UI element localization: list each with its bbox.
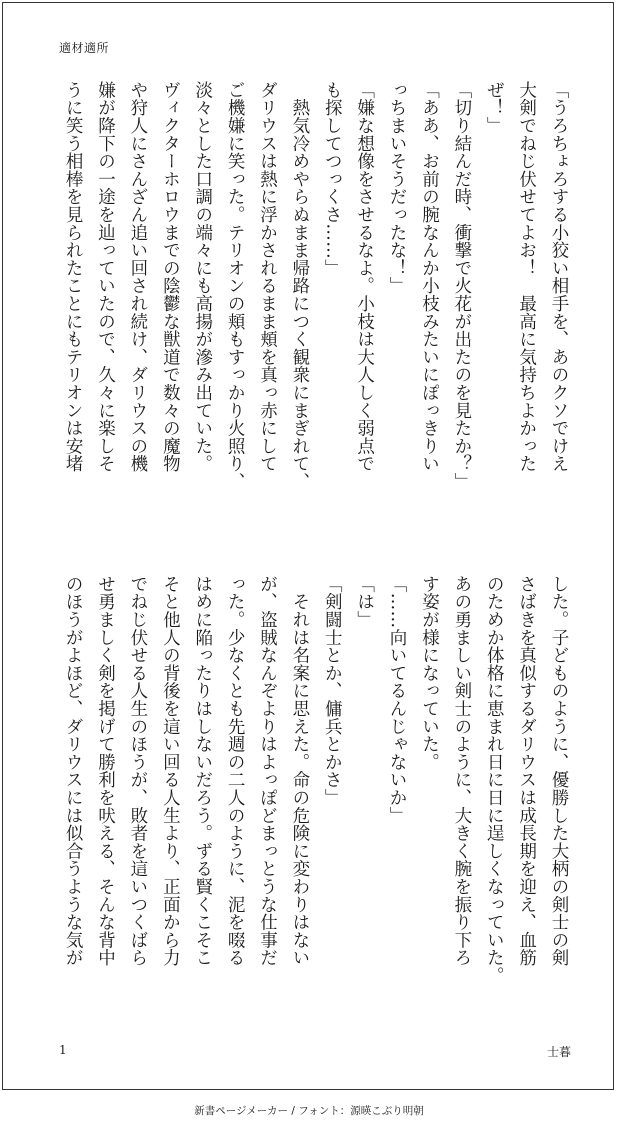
text-line: も探してつっくさ……」	[322, 81, 343, 277]
text-line: ぜ！」	[484, 81, 505, 135]
text-block-bottom	[57, 575, 575, 1011]
text-line: 嫌が降下の一途を辿っていたので、久々に楽しそ	[95, 81, 116, 473]
text-line: 大剣でねじ伏せてよお！ 最高に気持ちよかった	[516, 81, 537, 473]
footer-credit: 新書ページメーカー / フォント：源暎こぶり明朝	[194, 1105, 424, 1117]
text-line: が、盗賊なんぞよりはよっぽどまっとうな仕事だ	[257, 575, 278, 967]
text-line: す姿が様になっていた。	[419, 575, 440, 771]
text-line: うに笑う相棒を見られたことにもテリオンは安堵	[63, 81, 84, 473]
text-line: 「ああ、お前の腕なんか小枝みたいにぽっきりい	[419, 81, 440, 473]
text-line: あの勇ましい剣士のように、大きく腕を振り下ろ	[451, 575, 472, 967]
text-line: そと他人の背後を這い回る人生より、正面から力	[160, 575, 181, 967]
text-line: のほうがよほど、ダリウスには似合うような気が	[63, 575, 84, 967]
text-line: はめに陥ったりはしないだろう。ずる賢くこそこ	[192, 575, 213, 967]
text-line: ダリウスは熱に浮かされるまま頬を真っ赤にして	[257, 81, 278, 473]
text-line: っちまいそうだったな！」	[387, 81, 408, 295]
page-number: 1	[59, 1043, 67, 1057]
text-line: 「剣闘士とか、傭兵とかさ」	[322, 575, 343, 807]
text-block-top	[57, 81, 575, 517]
author-name: 士暮	[546, 1045, 571, 1059]
text-line: 「は」	[354, 575, 375, 629]
text-line: った。少なくとも先週の二人のように、泥を啜る	[225, 575, 246, 967]
text-line: 「嫌な想像をさせるなよ。小枝は大人しく弱点で	[354, 81, 375, 473]
text-line: 熱気冷めやらぬまま帰路につく観衆にまぎれて、	[289, 81, 310, 491]
header-title: 適材適所	[59, 41, 110, 55]
page-frame	[2, 2, 614, 1090]
text-line: 「うろちょろする小狡い相手を、あのクソでけえ	[549, 81, 569, 473]
text-line: した。子どものように、優勝した大柄の剣士の剣	[549, 575, 569, 967]
text-line: ヴィクターホロウまでの陰鬱な獣道で数々の魔物	[160, 81, 181, 473]
text-line: 「……向いてるんじゃないか」	[387, 575, 408, 825]
text-line: や狩人にさんざん追い回され続け、ダリウスの機	[127, 81, 148, 473]
text-line: せ勇ましく剣を掲げて勝利を吠える、そんな背中	[95, 575, 116, 967]
text-line: 「切り結んだ時、衝撃で火花が出たのを見たか？」	[451, 81, 472, 491]
text-line: それは名案に思えた。命の危険に変わりはない	[289, 575, 310, 967]
text-line: のためか体格に恵まれ日に日に逞しくなっていた。	[484, 575, 505, 985]
text-line: でねじ伏せる人生のほうが、敗者を這いつくばら	[127, 575, 148, 967]
text-line: さばきを真似するダリウスは成長期を迎え、血筋	[516, 575, 537, 967]
text-line: ご機嫌に笑った。テリオンの頬もすっかり火照り、	[225, 81, 246, 491]
text-line: 淡々とした口調の端々にも高揚が滲み出ていた。	[192, 81, 213, 473]
